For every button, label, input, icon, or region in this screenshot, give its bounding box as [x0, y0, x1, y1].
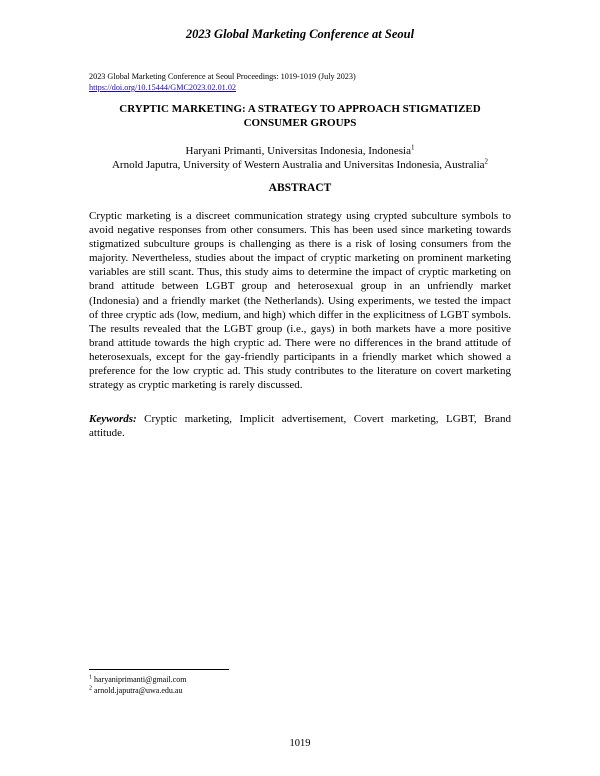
- doi-link[interactable]: https://doi.org/10.15444/GMC2023.02.01.02: [89, 83, 237, 92]
- author-1: [60, 144, 540, 158]
- author-2-footnote-mark: 2: [484, 157, 489, 166]
- abstract-body: Cryptic marketing is a discreet communication strategy using crypted subculture symbols to avoid negative responses from other consumers. This has been used since marketing towards stigmatized subculture groups is challenging as there is a risk of losing consumers from the majority. Nevertheless, studies about the impact of cryptic marketing on prominent marketing variables are still scant. Thus, this study aims to determine the impact of cryptic marketing on brand attitude between LGBT group and heterosexual group in an unfriendly market (Indonesia) and a friendly market (the Netherlands). Using experiments, we tested the impact of three cryptic ads (low, medium, and high) which differ in the explicitness of LGBT symbols. The results revealed that the LGBT group (i.e., gays) in both markets have a more positive brand attitude towards the high cryptic ad. There were no differences in the brand attitude of heterosexuals, except for the gay-friendly participants in a friendly market which showed a preference for the low cryptic ad. This study contributes to the literature on covert marketing strategy as cryptic marketing is rarely discussed.: [89, 210, 511, 392]
- paper-title-line-2: CONSUMER GROUPS: [243, 117, 357, 129]
- conference-header: 2023 Global Marketing Conference at Seoul: [185, 27, 415, 41]
- keywords-text: Cryptic marketing, Implicit advertisement, Covert marketing, LGBT, Brand attitude.: [89, 413, 512, 440]
- author-1-footnote-mark: 1: [410, 143, 415, 152]
- proceedings-info: [89, 71, 356, 93]
- footnote-2: [89, 686, 186, 697]
- footnote-1: [89, 675, 186, 686]
- abstract-heading: ABSTRACT: [268, 182, 332, 194]
- footnote-divider: [89, 669, 229, 670]
- author-2-affiliation: Arnold Japutra, University of Western Australia and Universitas Indonesia, Australia: [111, 159, 485, 171]
- author-list: [60, 144, 540, 172]
- footnote-1-email: haryaniprimanti@gmail.com: [94, 675, 187, 684]
- footnote-1-mark: 1: [89, 674, 92, 681]
- keywords-label: Keywords:: [89, 413, 137, 425]
- keywords: [89, 412, 511, 440]
- footnotes: [89, 675, 186, 696]
- footnote-2-mark: 2: [89, 684, 92, 691]
- paper-title: [89, 102, 511, 130]
- author-1-affiliation: Haryani Primanti, Universitas Indonesia, Indonesia: [185, 145, 411, 157]
- page-number: 1019: [289, 738, 311, 749]
- footnote-2-email: arnold.japutra@uwa.edu.au: [94, 685, 183, 695]
- proceedings-citation: 2023 Global Marketing Conference at Seoul Proceedings: 1019-1019 (July 2023): [89, 72, 356, 81]
- author-2: [60, 158, 540, 172]
- paper-title-line-1: CRYPTIC MARKETING: A STRATEGY TO APPROACH STIGMATIZED: [119, 103, 481, 115]
